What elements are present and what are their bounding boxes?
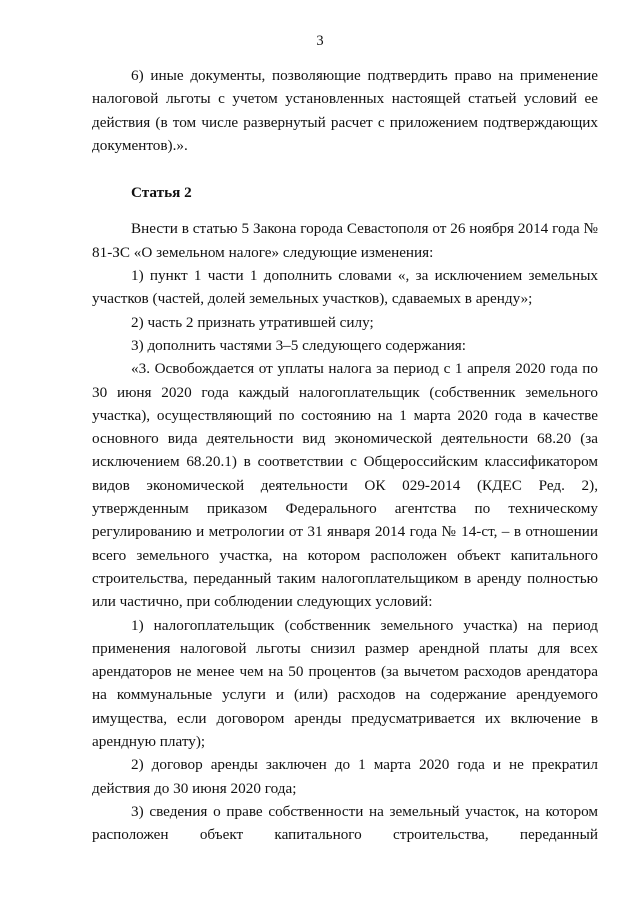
paragraph-condition-3: 3) сведения о праве собственности на земельный участок, на котором расположен объект капитального строительства, переданный: [92, 802, 598, 844]
paragraph-point-1: 1) пункт 1 части 1 дополнить словами «, за исключением земельных участков (частей, долей земельных участков), сдаваемых в аренду»;: [92, 267, 598, 308]
article-heading: Статья 2: [131, 184, 192, 202]
paragraph-amendment-intro: Внести в статью 5 Закона города Севастополя от 26 ноября 2014 года № 81-ЗС «О земельном налоге» следующие изменения:: [92, 220, 598, 261]
paragraph-condition-1: 1) налогоплательщик (собственник земельного участка) на период применения налоговой льготы снизил размер арендной платы для всех арендаторов не менее чем на 50 процентов (за вычетом расходов арендатора на коммунальные услуги и (или) расходов на содержание арендуемого имущества, если договором аренды предусматривается их включение в арендную плату);: [92, 616, 598, 751]
paragraph-condition-2: 2) договор аренды заключен до 1 марта 2020 года и не прекратил действия до 30 июня 2020 года;: [92, 756, 598, 797]
paragraph-item-6-documents: 6) иные документы, позволяющие подтвердить право на применение налоговой льготы с учетом установленных настоящей статьей условий ее действия (в том числе развернутый расчет с приложением подтверждающих документов).».: [92, 67, 598, 154]
page-number: 3: [316, 33, 324, 49]
paragraph-point-3: 3) дополнить частями 3–5 следующего содержания:: [131, 336, 466, 354]
paragraph-point-2: 2) часть 2 признать утратившей силу;: [131, 313, 374, 331]
document-body: [92, 64, 598, 847]
paragraph-part-3: «3. Освобождается от уплаты налога за период с 1 апреля 2020 года по 30 июня 2020 года каждый налогоплательщик (собственник земельного участка), осуществляющий по состоянию на 1 марта 2020 года в качестве основного вида деятельности вид экономической деятельности 68.20 (за исключением 68.20.1) в соответствии с Общероссийским классификатором видов экономической деятельности ОК 029-2014 (КДЕС Ред. 2), утвержденным приказом Федерального агентства по техническому регулированию и метрологии от 31 января 2014 года № 14-ст, – в отношении всего земельного участка, на котором расположен объект капитального строительства, переданный таким налогоплательщиком в аренду полностью или частично, при соблюдении следующих условий:: [92, 360, 598, 611]
